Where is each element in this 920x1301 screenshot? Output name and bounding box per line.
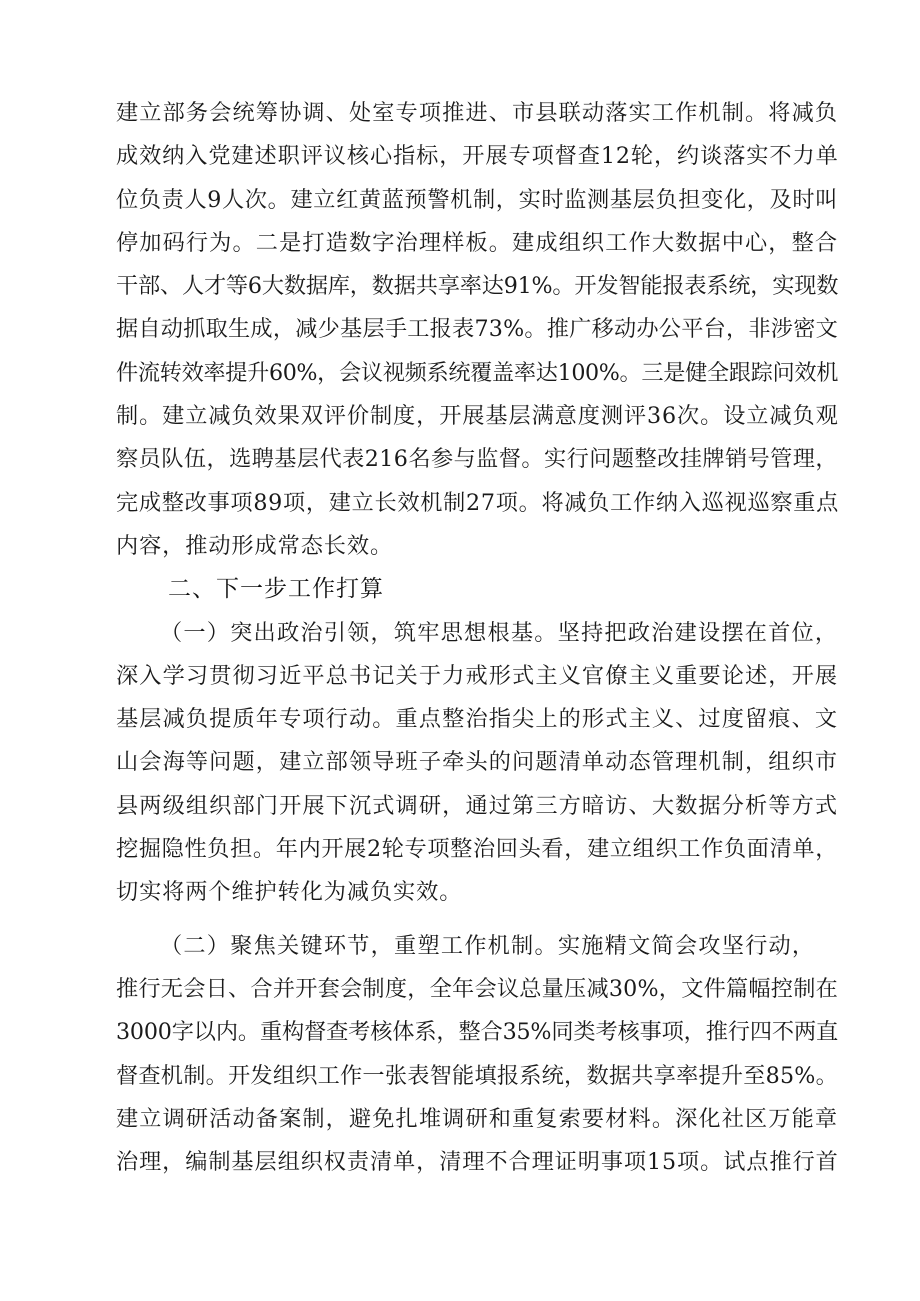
text-line: 深入学习贯彻习近平总书记关于力戒形式主义官僚主义重要论述，开展 [116,662,838,689]
text-line: 推行无会日、合并开套会制度，全年会议总量压减30%，文件篇幅控制在 [116,975,838,1002]
text-line: 制。建立减负效果双评价制度，开展基层满意度测评36次。设立减负观 [116,403,839,430]
text-line: 干部、人才等6大数据库，数据共享率达91%。开发智能报表系统，实现数 [116,273,839,300]
paragraph-1 [116,92,838,568]
text-line: 督查机制。开发组织工作一张表智能填报系统，数据共享率提升至85%。 [116,1062,838,1089]
text-line: 建立调研活动备案制，避免扎堆调研和重复索要材料。深化社区万能章 [116,1105,838,1132]
document-page [116,92,838,1184]
text-line: 基层减负提质年专项行动。重点整治指尖上的形式主义、过度留痕、文 [116,706,838,733]
paragraph-3 [116,925,838,1185]
text-line: 山会海等问题，建立部领导班子牵头的问题清单动态管理机制，组织市 [116,749,838,776]
text-line: 完成整改事项89项，建立长效机制27项。将减负工作纳入巡视巡察重点 [116,489,840,516]
text-line: 治理，编制基层组织权责清单，清理不合理证明事项15项。试点推行首 [116,1149,839,1176]
text-line: 位负责人9人次。建立红黄蓝预警机制，实时监测基层负担变化，及时叫 [116,186,838,213]
text-line: 成效纳入党建述职评议核心指标，开展专项督查12轮，约谈落实不力单 [116,143,839,170]
paragraph-2 [116,612,838,915]
text-line: （二）聚焦关键环节，重塑工作机制。实施精文简会攻坚行动， [160,932,815,959]
text-line: 建立部务会统筹协调、处室专项推进、市县联动落实工作机制。将减负 [116,100,838,126]
text-line: 件流转效率提升60%，会议视频系统覆盖率达100%。三是健全跟踪问效机 [116,359,838,386]
text-line: 挖掘隐性负担。年内开展2轮专项整治回头看，建立组织工作负面清单， [116,836,838,863]
text-line: （一）突出政治引领，筑牢思想根基。坚持把政治建设摆在首位， [160,619,838,646]
text-line: 县两级组织部门开展下沉式调研，通过第三方暗访、大数据分析等方式 [116,792,838,819]
text-line: 停加码行为。二是打造数字治理样板。建成组织工作大数据中心，整合 [116,229,838,256]
text-line: 察员队伍，选聘基层代表216名参与监督。实行问题整改挂牌销号管理， [116,446,838,473]
text-line: 内容，推动形成常态长效。 [116,532,394,559]
section-heading: 二、下一步工作打算 [168,576,384,603]
text-line: 切实将两个维护转化为减负实效。 [116,879,463,906]
text-line: 据自动抓取生成，减少基层手工报表73%。推广移动办公平台，非涉密文 [116,316,838,343]
text-line: 3000字以内。重构督查考核体系，整合35%同类考核事项，推行四不两直 [116,1019,838,1046]
